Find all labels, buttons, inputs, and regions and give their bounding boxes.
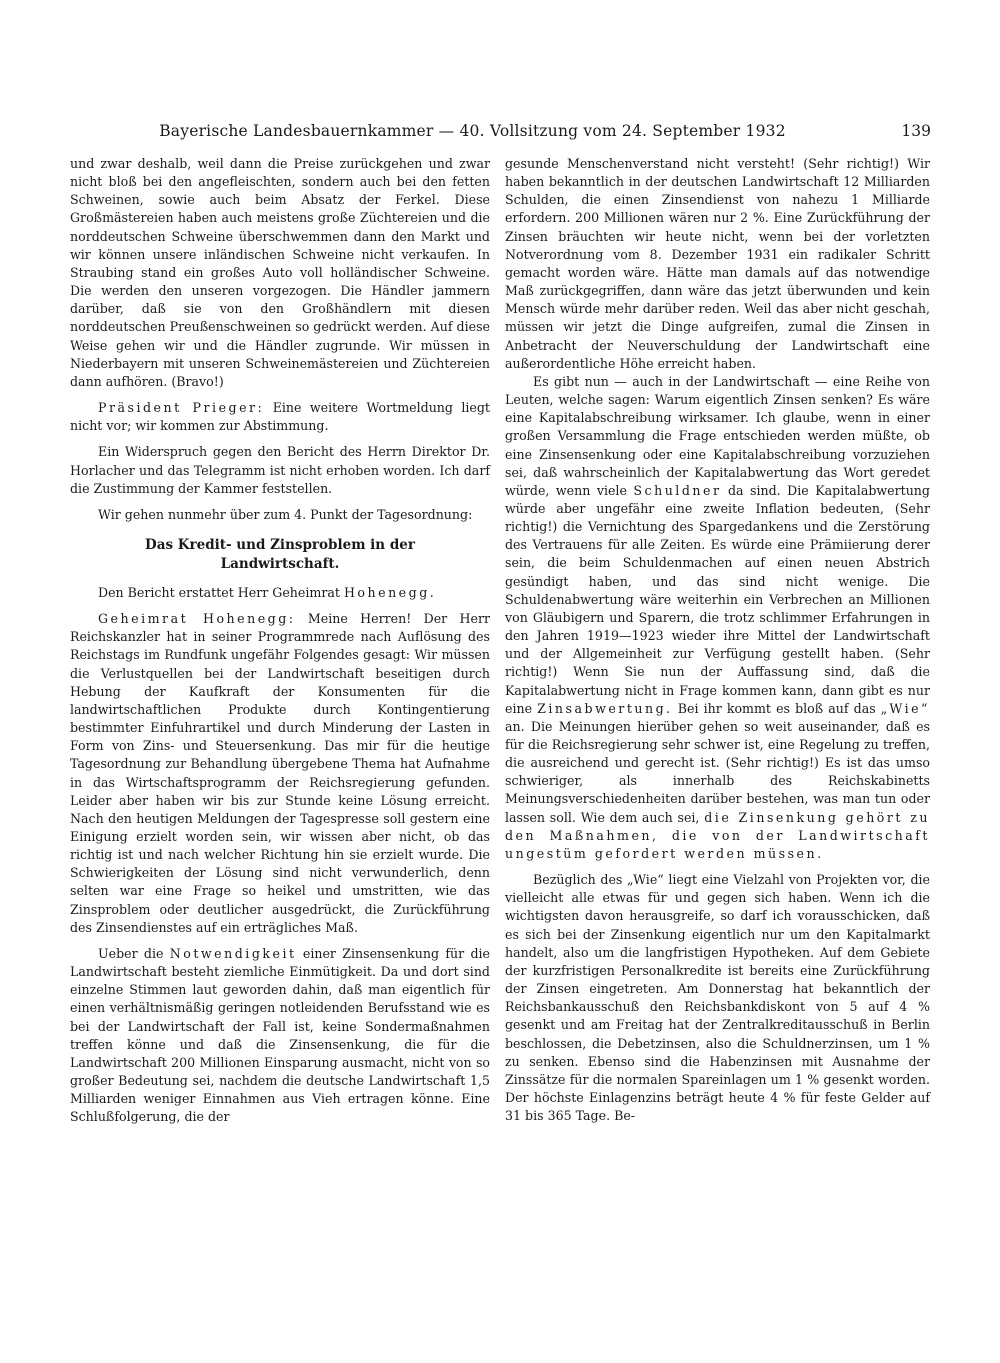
page-header	[70, 122, 935, 146]
paragraph-text: Meine Herren! Der Herr Reichskanzler hat in seiner Programmrede nach Auflösung des Reichstags im Rundfunk ungefähr Folgendes gesagt: Wir müssen die Verlustquellen bei der Landwirtschaft beseitigen durch Hebung der Kaufkraft der Konsumenten für die landwirtschaftlichen Produkte durch Kontingentierung bestimmter Einfuhrartikel und durch Minderung der Lasten in Form von Zins- und Steuersenkung. Das mir für die heutige Tagesordnung zur Behandlung übergebene Thema hat Aufnahme in das Wirtschaftsprogramm der Reichsregierung gefunden. Leider aber haben wir bis zur Stunde keine Lösung erreicht. Nach den heutigen Meldungen der Tagespresse soll gestern eine Einigung erzielt worden sein, wir wissen aber nicht, ob das richtig ist und nach welcher Richtung hin sie erzielt wurde. Die Schwierigkeiten der Lösung sind nicht verwunderlich, denn selten war eine Frage so heikel und umstritten, wie das Zinsproblem oder deutlicher ausgedrückt, die Zurückführung des Zinsendienstes auf ein erträgliches Maß.	[70, 611, 490, 935]
paragraph-text: Bei ihr kommt es bloß auf das	[677, 700, 876, 716]
speaker-name: Präsident Prieger:	[98, 400, 265, 416]
paragraph: Bezüglich des „Wie“ liegt eine Vielzahl von Projekten vor, die vielleicht alle etwas für und gegen sich haben. Wenn ich die wichtigsten davon herausgreife, so darf ich vorausschicken, daß es sich bei der Zinsenkung eigentlich nur um den Kapitalmarkt handelt, also um die langfristigen Hypotheken. Auf dem Gebiete der kurzfristigen Personalkredite ist bereits eine Zurückführung der Zinsen eingetreten. Am Donnerstag hat bekanntlich der Reichsbankausschuß den Reichsbankdiskont von 5 auf 4 % gesenkt und am Freitag hat der Zentralkreditausschuß in Berlin beschlossen, die Debetzinsen, also die Schuldnerzinsen, um 1 % zu senken. Ebenso sind die Habenzinsen mit Ausnahme der Zinssätze für die normalen Spareinlagen um 1 % gesenkt worden. Der höchste Einlagenzins beträgt heute 4 % für feste Gelder auf 31 bis 365 Tage. Be-	[505, 872, 930, 1124]
paragraph-text: Den Bericht erstattet Herr Geheimrat	[98, 584, 340, 600]
paragraph-text: an. Die Meinungen hierüber gehen so weit auseinander, daß es für die Reichsregierung sehr schwer ist, eine Regelung zu treffen, die ausreichend und gerecht ist. (Sehr richtig!) Es ist das umso schwieriger, als innerhalb des Reichskabinetts Meinungsverschiedenheiten darüber bestehen, was man tun oder lassen soll. Wie dem auch sei,	[505, 718, 930, 825]
speaker-name: Hohenegg.	[343, 584, 437, 600]
paragraph-text: Ueber die	[98, 945, 164, 961]
emphasized-text: „Wie“	[880, 700, 930, 716]
emphasized-text: Zinsabwertung.	[537, 700, 673, 716]
paragraph	[505, 373, 930, 863]
paragraph-text: Eine weitere Wortmeldung liegt nicht vor; wir kommen zur Abstimmung.	[70, 400, 490, 434]
paragraph: Wir gehen nunmehr über zum 4. Punkt der Tagesordnung:	[98, 506, 473, 522]
paragraph	[70, 945, 490, 1127]
section-heading-line: Das Kredit- und Zinsproblem in der	[145, 536, 415, 553]
paragraph: und zwar deshalb, weil dann die Preise zurückgehen und zwar nicht bloß bei den angefleischten, sondern auch bei den fetten Schweinen, sowie auch beim Absatz der Ferkel. Diese Großmästereien haben auch meistens große Züchtereien und die norddeutschen Schweine überschwemmen dann den Markt und wir können unsere inländischen Schweine nicht verkaufen. In Straubing stand ein großes Auto voll holländischer Schweine. Die werden den unseren vorgezogen. Die Händler jammern darüber, daß sie von den Großhändlern mit diesen norddeutschen Preußenschweinen so gedrückt werden. Auf diese Weise gehen wir und die Händler zugrunde. Wir müssen in Niederbayern mit unseren Schweinemästereien und Züchtereien dann aufhören. (Bravo!)	[70, 156, 490, 389]
paragraph	[70, 584, 490, 602]
paragraph	[70, 610, 490, 937]
speaker-name: Geheimrat Hohenegg:	[98, 611, 296, 627]
section-heading-line: Landwirtschaft.	[220, 555, 340, 572]
paragraph-text: einer Zinsensenkung für die Landwirtschaft besteht ziemliche Einmütigkeit. Da und dort sind einzelne Stimmen laut geworden dahin, daß man eigentlich für einen verhältnismäßig geringen notleidenden Berufsstand wie es bei der Landwirtschaft der Fall ist, keine Sondermaßnahmen treffen könne und daß die Zinsensenkung, die für die Landwirtschaft 200 Millionen Einsparung ausmacht, nicht von so großer Bedeutung sei, nachdem die deutsche Landwirtschaft 1,5 Milliarden weniger Einnahmen aus Vieh ertragen könne. Eine Schlußfolgerung, die der	[70, 945, 490, 1125]
emphasized-text: Notwendigkeit	[169, 945, 297, 961]
page-number: 139	[901, 122, 931, 140]
paragraph-text: da sind. Die Kapitalabwertung würde aber ungefähr eine zweite Inflation bedeuten, (Sehr richtig!) die Vernichtung des Spargedankens und die Zerstörung des Vertrauens für alle Zeiten. Es würde eine Prämiierung derer sein, die beim Schuldenmachen auf einen neuen Abstrich gesündigt haben, und das sind nicht wenige. Die Schuldenabwertung wäre weiterhin ein Verbrechen an Millionen von Gläubigern und Sparern, die trotz schlimmer Erfahrungen in den Jahren 1919—1923 wieder ihre Mittel der Landwirtschaft und der Allgemeinheit zur Verfügung gestellt haben. (Sehr richtig!) Wenn Sie nun der Auffassung sind, daß die Kapitalabwertung nicht in Frage kommen kann, dann gibt es nur eine	[505, 482, 930, 716]
paragraph	[70, 399, 490, 435]
emphasized-text: die Zinsenkung gehört zu den Maßnahmen, die von der Landwirtschaft ungestüm gefordert werden müssen.	[505, 809, 930, 861]
section-heading	[100, 536, 460, 574]
running-title: Bayerische Landesbauernkammer — 40. Vollsitzung vom 24. September 1932	[159, 122, 786, 140]
emphasized-text: Schuldner	[633, 482, 722, 498]
right-column	[505, 155, 930, 1295]
left-column	[70, 155, 490, 1295]
paragraph: gesunde Menschenverstand nicht versteht! (Sehr richtig!) Wir haben bekanntlich in der deutschen Landwirtschaft 12 Milliarden Schulden, die einen Zinsendienst von nahezu 1 Milliarde erfordern. 200 Millionen wären nur 2 %. Eine Zurückführung der Zinsen bräuchten wir heute nicht, wenn bei der vorletzten Notverordnung vom 8. Dezember 1931 ein radikaler Schritt gemacht worden wäre. Hätte man damals auf das notwendige Maß zurückgegriffen, dann wäre das jetzt überwunden und kein Mensch würde mehr darüber reden. Weil das aber nicht geschah, müssen wir jetzt die Dinge aufgreifen, zumal die Zinsen in Anbetracht der Neuverschuldung der Landwirtschaft eine außerordentliche Höhe erreicht haben.	[505, 156, 930, 371]
paragraph-text: Es gibt nun — auch in der Landwirtschaft — eine Reihe von Leuten, welche sagen: Warum eigentlich Zinsen senken? Es wäre eine Kapitalabschreibung wirksamer. Ich glaube, wenn in einer großen Versammlung die Frage entschieden werden müßte, ob eine Zinsensenkung oder eine Kapitalabschreibung vorzuziehen sei, daß wahrscheinlich der Kapitalabwertung das Wort geredet würde, wenn viele	[505, 373, 930, 498]
paragraph: Ein Widerspruch gegen den Bericht des Herrn Direktor Dr. Horlacher und das Telegramm ist nicht erhoben worden. Ich darf die Zustimmung der Kammer feststellen.	[70, 444, 490, 496]
